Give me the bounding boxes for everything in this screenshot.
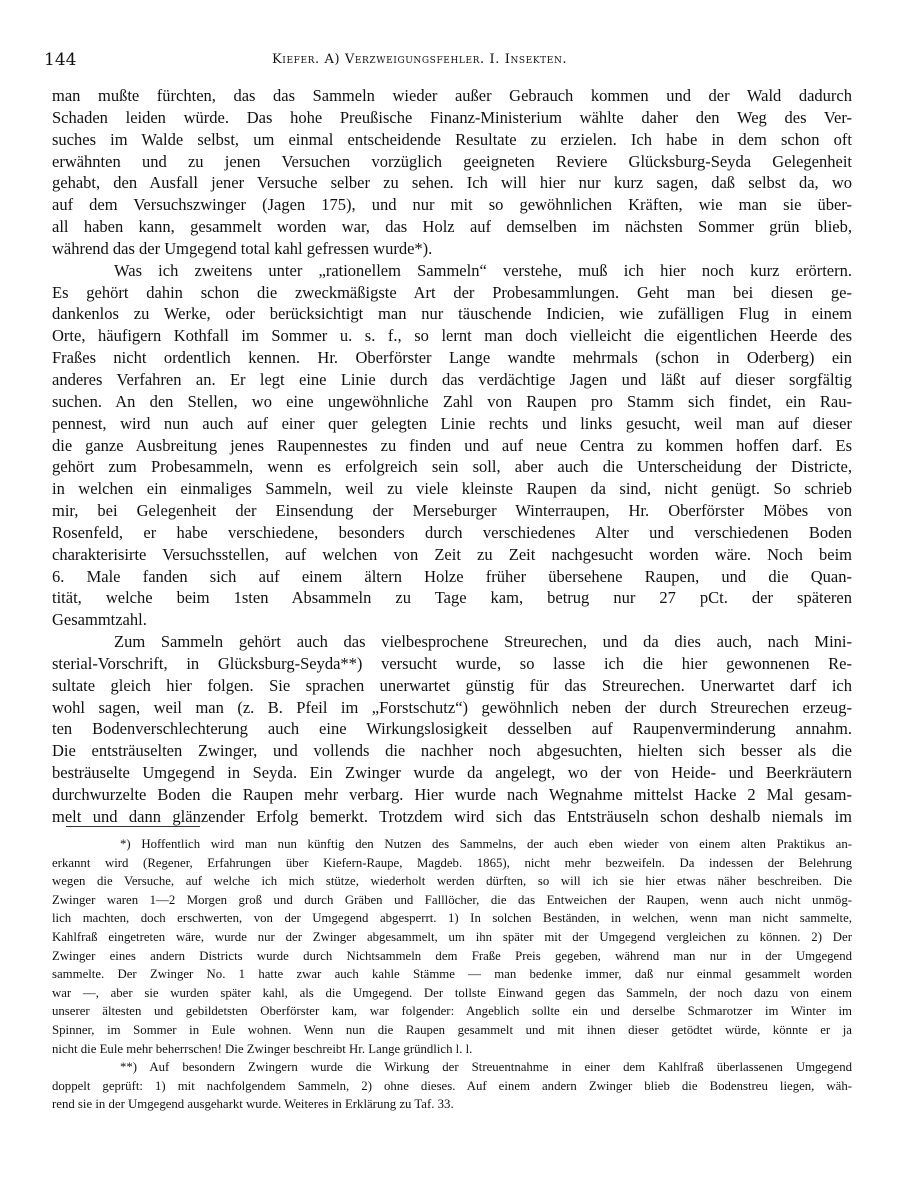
- body-line: in welchen ein einmaliges Sammeln, weil zu viele kleinste Raupen da sind, nicht genügt. So schrieb: [52, 479, 852, 499]
- body-line: melt und dann glänzender Erfolg bemerkt. Trotzdem wird sich das Entsträuseln schon deshalb niemals im: [52, 806, 852, 826]
- footnote-line: unserer ältesten und gebildetsten Oberförster kam, war folgender: Angeblich sollte ein und derselbe Schmarotzer im Winter im: [52, 1004, 852, 1019]
- body-line: anderes Verfahren an. Er legt eine Linie durch das verdächtige Jagen und läßt auf dieser sorgfältig: [52, 369, 852, 389]
- body-line: die ganze Ausbreitung jenes Raupennestes zu finden und auf neue Centra zu kommen hoffen darf. Es: [52, 435, 852, 455]
- footnote-line: doppelt geprüft: 1) mit nachfolgendem Sammeln, 2) ohne dieses. Auf einem andern Zwinger blieb die Bodenstreu liegen, wäh-: [52, 1078, 852, 1093]
- body-line: wohl sagen, weil man (z. B. Pfeil im „Forstschutz“) gewöhnlich neben der durch Streurechen erzeug-: [52, 697, 852, 717]
- page-header: [44, 50, 864, 74]
- body-line: Fraßes nicht ordentlich kennen. Hr. Oberförster Lange wandte mehrmals (schon in Oderberg) ein: [52, 348, 852, 368]
- body-line: Es gehört dahin schon die zweckmäßigste Art der Probesammlungen. Geht man bei diesen ge-: [52, 282, 852, 302]
- body-line: auf dem Versuchszwinger (Jagen 175), und nur mit so gewöhnlichen Kräften, wie man sie über-: [52, 195, 852, 215]
- body-line: suches im Walde selbst, um einmal entscheidende Resultate zu erzielen. Ich habe in dem schon oft: [52, 129, 852, 149]
- footnote-line: lich machten, doch erschwerten, von der Umgegend abgesperrt. 1) In solchen Beständen, in welchen, wenn man nicht sammelte,: [52, 911, 852, 926]
- body-line: Was ich zweitens unter „rationellem Sammeln“ verstehe, muß ich hier noch kurz erörtern.: [114, 260, 852, 280]
- body-text: [52, 85, 852, 828]
- body-line: man mußte fürchten, das das Sammeln wieder außer Gebrauch kommen und der Wald dadurch: [52, 86, 852, 105]
- footnote-line: Zwinger waren 1—2 Morgen groß und durch Gräben und Falllöcher, die das Entweichen der Raupen, wenn auch nicht unmög-: [52, 892, 852, 907]
- body-line: suchen. An den Stellen, wo eine ungewöhnliche Zahl von Raupen pro Stamm sich findet, ein Rau-: [52, 391, 852, 411]
- footnote-line: Kahlfraß eingetreten wäre, wurde nur der Zwinger abgesammelt, um ihn später mit der Umgegend vergleichen zu können. 2) Der: [52, 929, 852, 944]
- body-line: Zum Sammeln gehört auch das vielbesprochene Streurechen, und da dies auch, nach Mini-: [114, 632, 852, 652]
- body-line: während das der Umgegend total kahl gefressen wurde*).: [52, 238, 433, 258]
- body-line: dankenlos zu Werke, oder berücksichtigt man nur täuschende Indicien, wie zufälligen Flug in einem: [52, 304, 852, 324]
- footnote-line: erkannt wird (Regener, Erfahrungen über Kiefern-Raupe, Magdeb. 1865), nicht mehr bezweifeln. Da indessen der Belehrung: [52, 855, 852, 870]
- body-line: Rosenfeld, er habe verschiedene, besonders durch verschiedenes Alter und verschiedenen Boden: [52, 522, 852, 542]
- footnote-line: *) Hoffentlich wird man nun künftig den Nutzen des Sammelns, der auch eben wieder von einem alten Praktikus an-: [120, 837, 852, 851]
- body-line: durchwurzelte Boden die Raupen mehr verbarg. Hier wurde nach Wegnahme mittelst Hacke 2 Mal gesam-: [52, 785, 852, 804]
- body-line: pennest, wird nun auch auf einer quer gelegten Linie rechts und links gesucht, weil man auf dieser: [52, 413, 852, 433]
- footnote-line: sammelte. Der Zwinger No. 1 hatte zwar auch kahle Stämme — man bedenke immer, daß nur einmal gesammelt worden: [52, 967, 852, 982]
- footnote-divider: [66, 826, 200, 827]
- body-line: gehabt, den Ausfall jener Versuche selber zu sehen. Ich will hier nur kurz sagen, daß selbst da, wo: [52, 173, 852, 193]
- body-line: tität, welche beim 1sten Absammeln zu Tage kam, betrug nur 27 pCt. der späteren: [52, 588, 852, 608]
- body-line: all haben kann, gesammelt worden war, das Holz auf demselben im nächsten Sommer grün blieb,: [52, 217, 852, 237]
- page-number: 144: [44, 50, 77, 70]
- body-line: Orte, häufigern Kothfall im Sommer u. s. f., so lernt man doch vielleicht die eigentlichen Heerde des: [52, 326, 852, 346]
- body-line: ten Bodenverschlechterung auch eine Wirkungslosigkeit desselben auf Raupenverminderung annahm.: [52, 719, 852, 739]
- body-line: mir, bei Gelegenheit der Einsendung der Merseburger Winterraupen, Hr. Oberförster Möbes von: [52, 501, 852, 521]
- body-line: charakterisirte Versuchsstellen, auf welchen von Zeit zu Zeit nachgesucht worden wäre. Noch beim: [52, 544, 852, 564]
- running-head: Kiefer. A) Verzweigungsfehler. I. Insekten.: [272, 52, 568, 67]
- body-line: besträuselte Umgegend in Seyda. Ein Zwinger wurde da angelegt, wo der von Heide- und Beerkräutern: [52, 763, 852, 783]
- footnote-line: war —, aber sie wurden später kahl, als die Umgegend. Der tollste Einwand gegen das Sammeln, der noch dazu von einem: [52, 985, 852, 1000]
- footnote-line: wegen die Versuche, auf welche ich mich stütze, wiederholt werden dürften, so will ich sie hier etwas näher beschreiben. Die: [52, 874, 852, 889]
- footnotes: [52, 835, 852, 1114]
- body-line: sterial-Vorschrift, in Glücksburg-Seyda**) versucht wurde, so lasse ich die hier gewonnenen Re-: [52, 653, 852, 673]
- footnote-line: Zwinger eines andern Districts wurde durch Nichtsammeln dem Fraße Preis gegeben, während man nur in der Umgegend: [52, 948, 852, 963]
- footnote-line: **) Auf besondern Zwingern wurde die Wirkung der Streuentnahme in einer dem Kahlfraß überlassenen Umgegend: [120, 1060, 852, 1075]
- footnote-line: nicht die Eule mehr beherrschen! Die Zwinger beschreibt Hr. Lange gründlich l. l.: [52, 1041, 473, 1056]
- body-line: Gesammtzahl.: [52, 610, 147, 630]
- footnote-line: rend sie in der Umgegend ausgeharkt wurde. Weiteres in Erklärung zu Taf. 33.: [52, 1097, 454, 1112]
- body-line: sultate gleich hier folgen. Sie sprachen unerwartet günstig für das Streurechen. Unerwartet darf ich: [52, 675, 852, 695]
- body-line: 6. Male fanden sich auf einem ältern Holze früher übersehene Raupen, und die Quan-: [52, 566, 852, 586]
- body-line: erwähnten und zu jenen Versuchen vorzüglich geeigneten Reviere Glücksburg-Seyda Gelegenheit: [52, 151, 852, 171]
- body-line: gehört zum Probesammeln, wenn es erfolgreich sein soll, aber auch die Unterscheidung der Districte,: [52, 457, 852, 477]
- body-line: Schaden leiden würde. Das hohe Preußische Finanz-Ministerium wählte daher den Weg des Ver-: [52, 107, 852, 127]
- body-line: Die entsträuselten Zwinger, und vollends die nachher noch abgesuchten, hielten sich besser als die: [52, 741, 852, 761]
- footnote-line: Spinner, im Sommer in Eule wohnen. Wenn nun die Raupen gesammelt und mit ihnen dieser getödtet würde, könnte er ja: [52, 1022, 852, 1037]
